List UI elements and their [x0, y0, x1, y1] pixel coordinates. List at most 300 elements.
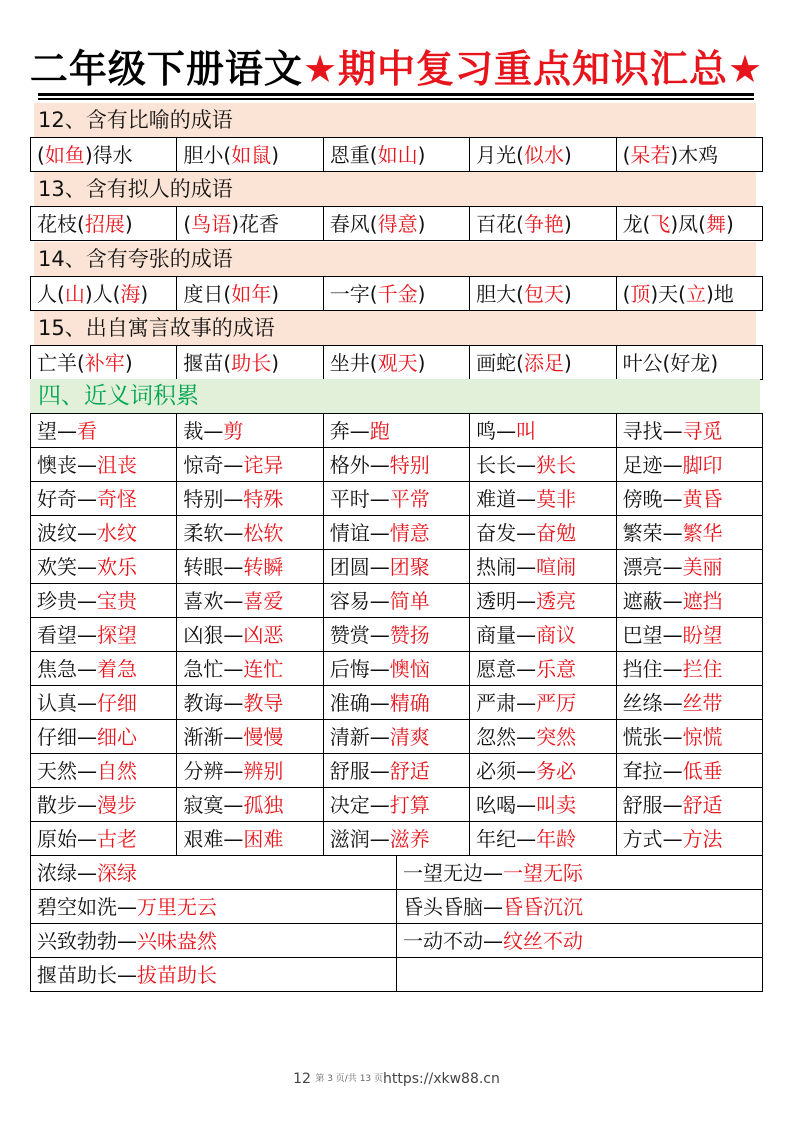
- synonym-cell: [177, 686, 323, 720]
- idiom-text: ): [271, 142, 280, 167]
- idiom-answer: 飞: [650, 211, 671, 236]
- idiom-text: ): [271, 281, 280, 306]
- synonym-answer: 诧异: [243, 452, 284, 477]
- synonym-dash: —: [223, 758, 244, 783]
- synonym-cell: [323, 686, 469, 720]
- synonym-answer: 宝贵: [97, 588, 137, 613]
- synonym-word: 分辨: [183, 758, 224, 783]
- idiom-text: (: [183, 211, 192, 236]
- synonym-word: 波纹: [37, 520, 77, 545]
- synonym-answer: 美丽: [682, 554, 723, 579]
- synonym-answer: 团聚: [389, 554, 430, 579]
- idiom-cell: [31, 346, 177, 380]
- synonym-answer: 细心: [97, 724, 137, 749]
- idiom-answer: 助长: [231, 350, 272, 375]
- synonym-word: 鸣: [476, 418, 497, 443]
- synonym-word: 后悔: [329, 656, 370, 681]
- synonym-wide-cell: [31, 958, 397, 992]
- idiom-text: ): [140, 281, 149, 306]
- idiom-text: )木鸡: [670, 142, 719, 167]
- idiom-text: 一字(: [329, 281, 378, 306]
- idiom-text: 胆大(: [476, 281, 524, 306]
- idiom-text: 龙(: [622, 211, 651, 236]
- synonym-word: 透明: [476, 588, 517, 613]
- synonym-dash: —: [77, 554, 97, 579]
- synonym-answer: 自然: [97, 758, 137, 783]
- idiom-answer: 包天: [523, 281, 564, 306]
- synonym-word: 兴致勃勃: [37, 928, 117, 953]
- idiom-text: 坐井(: [329, 350, 378, 375]
- synonym-answer: 古老: [97, 826, 137, 851]
- synonym-cell: [177, 754, 323, 788]
- title-highlight: ★期中复习重点知识汇总★: [302, 47, 764, 91]
- synonym-cell: [470, 720, 616, 754]
- synonym-dash: —: [223, 690, 244, 715]
- synonym-dash: —: [662, 554, 683, 579]
- synonym-dash: —: [223, 622, 244, 647]
- idiom-section-heading: 13、含有拟人的成语: [34, 172, 756, 206]
- synonym-dash: —: [369, 588, 390, 613]
- synonym-answer: 打算: [389, 792, 430, 817]
- synonym-dash: —: [483, 894, 503, 919]
- synonym-dash: —: [516, 452, 537, 477]
- idiom-text: 恩重(: [329, 142, 378, 167]
- idiom-cell: [616, 207, 762, 241]
- synonym-cell: [470, 516, 616, 550]
- synonym-word: 惊奇: [183, 452, 224, 477]
- synonym-dash: —: [223, 520, 244, 545]
- synonym-word: 凶狠: [183, 622, 224, 647]
- synonym-answer: 严厉: [536, 690, 577, 715]
- idiom-answer: 得意: [377, 211, 418, 236]
- synonym-answer: 舒适: [682, 792, 723, 817]
- synonym-answer: 滋养: [389, 826, 430, 851]
- synonym-cell: [616, 584, 762, 618]
- synonym-word: 平时: [329, 486, 370, 511]
- synonym-dash: —: [223, 792, 244, 817]
- synonym-word: 格外: [329, 452, 370, 477]
- synonym-dash: —: [516, 826, 537, 851]
- idiom-text: 度日(: [183, 281, 232, 306]
- synonym-cell: [177, 652, 323, 686]
- synonym-word: 繁荣: [622, 520, 663, 545]
- synonym-word: 挡住: [622, 656, 663, 681]
- synonym-word: 喜欢: [183, 588, 224, 613]
- synonym-wide-row: [31, 890, 763, 924]
- synonym-answer: 水纹: [97, 520, 137, 545]
- synonym-dash: —: [223, 724, 244, 749]
- idiom-table: [30, 206, 763, 241]
- idiom-text: ): [417, 142, 426, 167]
- synonym-wide-row: [31, 958, 763, 992]
- synonym-wide-cell: [31, 924, 397, 958]
- idiom-answer: 山: [64, 281, 85, 306]
- synonym-answer: 松软: [243, 520, 284, 545]
- synonym-wide-row: [31, 856, 763, 890]
- synonym-dash: —: [516, 554, 537, 579]
- synonym-word: 难道: [476, 486, 517, 511]
- synonym-answer: 凶恶: [243, 622, 284, 647]
- synonym-cell: [470, 754, 616, 788]
- synonym-dash: —: [203, 418, 224, 443]
- idiom-answer: 如鱼: [44, 142, 85, 167]
- synonym-cell: [616, 686, 762, 720]
- idiom-answer: 鸟语: [191, 211, 232, 236]
- synonym-answer: 方法: [682, 826, 723, 851]
- synonym-answer: 叫: [516, 418, 537, 443]
- synonym-dash: —: [483, 928, 503, 953]
- synonym-answer: 孤独: [243, 792, 284, 817]
- idiom-text: 春风(: [329, 211, 378, 236]
- synonym-dash: —: [662, 452, 683, 477]
- synonym-cell: [470, 788, 616, 822]
- synonym-cell: [470, 822, 616, 856]
- synonym-dash: —: [516, 758, 537, 783]
- synonym-dash: —: [369, 724, 390, 749]
- synonym-cell: [616, 652, 762, 686]
- idiom-text: 揠苗(: [183, 350, 232, 375]
- synonym-cell: [323, 720, 469, 754]
- synonym-word: 慌张: [622, 724, 663, 749]
- synonym-dash: —: [223, 452, 244, 477]
- synonym-word: 舒服: [329, 758, 370, 783]
- synonym-answer: 莫非: [536, 486, 577, 511]
- synonym-answer: 喜爱: [243, 588, 284, 613]
- synonym-word: 奔: [329, 418, 350, 443]
- synonym-word: 傍晚: [622, 486, 663, 511]
- synonym-word: 昏头昏脑: [403, 894, 483, 919]
- synonym-answer: 纹丝不动: [503, 928, 583, 953]
- synonym-dash: —: [662, 758, 683, 783]
- synonym-dash: —: [77, 486, 97, 511]
- synonym-word: 懊丧: [37, 452, 77, 477]
- synonym-answer: 探望: [97, 622, 137, 647]
- synonym-answer: 剪: [223, 418, 244, 443]
- synonym-cell: [177, 720, 323, 754]
- idiom-answer: 招展: [84, 211, 125, 236]
- synonym-cell: [323, 618, 469, 652]
- synonym-cell: [470, 652, 616, 686]
- synonym-answer: 漫步: [97, 792, 137, 817]
- synonym-answer: 务必: [536, 758, 577, 783]
- synonym-cell: [616, 482, 762, 516]
- synonym-section-heading: 四、近义词积累: [30, 379, 760, 413]
- synonym-wide-cell: [397, 856, 763, 890]
- idiom-cell: [323, 346, 469, 380]
- synonym-cell: [470, 618, 616, 652]
- idiom-text: )凤(: [670, 211, 706, 236]
- synonym-cell: [616, 448, 762, 482]
- synonym-cell: [323, 754, 469, 788]
- synonym-dash: —: [77, 724, 97, 749]
- idiom-text: )人(: [84, 281, 121, 306]
- synonym-dash: —: [369, 656, 390, 681]
- synonym-cell: [177, 516, 323, 550]
- synonym-answer: 拦住: [682, 656, 723, 681]
- synonym-word: 原始: [37, 826, 77, 851]
- synonym-answer: 惊慌: [682, 724, 723, 749]
- idiom-section-heading: 12、含有比喻的成语: [34, 103, 756, 137]
- idiom-cell: [616, 138, 762, 172]
- synonym-answer: 深绿: [97, 860, 137, 885]
- synonym-dash: —: [662, 520, 683, 545]
- synonym-answer: 兴味盎然: [137, 928, 217, 953]
- synonym-wide-cell: [31, 890, 397, 924]
- synonym-row: [31, 720, 763, 754]
- synonym-word: 碧空如洗: [37, 894, 117, 919]
- idiom-text: ): [271, 350, 280, 375]
- idiom-cell: [616, 346, 762, 380]
- synonym-dash: —: [77, 452, 97, 477]
- idiom-answer: 补牢: [84, 350, 125, 375]
- synonym-answer: 乐意: [536, 656, 577, 681]
- synonym-cell: [323, 652, 469, 686]
- synonym-cell: [323, 516, 469, 550]
- synonym-cell: [616, 788, 762, 822]
- synonym-answer: 懊恼: [389, 656, 430, 681]
- synonym-cell: [470, 482, 616, 516]
- synonym-dash: —: [516, 520, 537, 545]
- synonym-cell: [323, 550, 469, 584]
- synonym-row: [31, 482, 763, 516]
- synonym-answer: 特殊: [243, 486, 284, 511]
- synonym-cell: [177, 618, 323, 652]
- synonym-word: 看望: [37, 622, 77, 647]
- synonym-word: 准确: [329, 690, 370, 715]
- synonym-cell: [177, 788, 323, 822]
- synonym-dash: —: [662, 792, 683, 817]
- synonym-dash: —: [516, 724, 537, 749]
- synonym-cell: [470, 550, 616, 584]
- synonym-answer: 奇怪: [97, 486, 137, 511]
- synonym-cell: [616, 550, 762, 584]
- synonym-cell: [31, 686, 177, 720]
- synonym-dash: —: [662, 656, 683, 681]
- idiom-cell: [177, 346, 323, 380]
- synonym-dash: —: [57, 418, 77, 443]
- synonym-word: 一动不动: [403, 928, 483, 953]
- synonym-cell: [31, 652, 177, 686]
- synonym-dash: —: [516, 792, 537, 817]
- synonym-dash: —: [369, 622, 390, 647]
- idiom-row: [31, 346, 763, 380]
- synonym-dash: —: [77, 860, 97, 885]
- idiom-row: [31, 277, 763, 311]
- synonym-word: 转眼: [183, 554, 224, 579]
- synonym-dash: —: [662, 724, 683, 749]
- synonym-dash: —: [77, 690, 97, 715]
- page-footer: [0, 1068, 793, 1090]
- synonym-answer: 黄昏: [682, 486, 723, 511]
- idiom-answer: 争艳: [523, 211, 564, 236]
- idiom-cell: [31, 138, 177, 172]
- synonym-word: 方式: [622, 826, 663, 851]
- synonym-answer: 透亮: [536, 588, 577, 613]
- idiom-text: ): [563, 281, 572, 306]
- footer-left-number: 12: [293, 1071, 316, 1087]
- synonym-row: [31, 652, 763, 686]
- synonym-answer: 盼望: [682, 622, 723, 647]
- synonym-word: 仔细: [37, 724, 77, 749]
- synonym-answer: 赞扬: [389, 622, 430, 647]
- synonym-answer: 狭长: [536, 452, 577, 477]
- footer-url: https://xkw88.cn: [383, 1071, 500, 1087]
- synonym-cell: [323, 584, 469, 618]
- synonym-cell: [177, 414, 323, 448]
- synonym-dash: —: [223, 486, 244, 511]
- synonym-word: 漂亮: [622, 554, 663, 579]
- idiom-cell: [470, 138, 616, 172]
- synonym-answer: 慢慢: [243, 724, 284, 749]
- synonym-wide-cell: [31, 856, 397, 890]
- idiom-text: ): [563, 350, 572, 375]
- synonym-word: 严肃: [476, 690, 517, 715]
- synonym-word: 散步: [37, 792, 77, 817]
- synonym-cell: [323, 822, 469, 856]
- synonym-answer: 辨别: [243, 758, 284, 783]
- idiom-text: )花香: [231, 211, 280, 236]
- synonym-word: 必须: [476, 758, 517, 783]
- synonym-word: 团圆: [329, 554, 370, 579]
- idiom-text: ): [124, 211, 133, 236]
- synonym-row: [31, 414, 763, 448]
- synonym-cell: [31, 584, 177, 618]
- idiom-cell: [31, 207, 177, 241]
- title-underline: [38, 93, 754, 96]
- synonym-cell: [470, 448, 616, 482]
- synonym-word: 特别: [183, 486, 224, 511]
- synonym-answer: 看: [77, 418, 97, 443]
- idiom-text: (: [622, 142, 631, 167]
- synonym-dash: —: [662, 418, 683, 443]
- idiom-table: [30, 345, 763, 380]
- synonym-dash: —: [223, 826, 244, 851]
- idiom-answer: 如山: [377, 142, 418, 167]
- synonym-word: 天然: [37, 758, 77, 783]
- synonym-word: 丝绦: [622, 690, 663, 715]
- synonym-cell: [616, 516, 762, 550]
- synonym-row: [31, 550, 763, 584]
- synonym-answer: 拔苗助长: [137, 962, 217, 987]
- synonym-dash: —: [349, 418, 370, 443]
- synonym-word: 教诲: [183, 690, 224, 715]
- synonym-cell: [616, 822, 762, 856]
- synonym-dash: —: [223, 588, 244, 613]
- synonym-word: 寻找: [622, 418, 663, 443]
- synonym-word: 艰难: [183, 826, 224, 851]
- idiom-text: ): [417, 350, 426, 375]
- idiom-answer: 添足: [523, 350, 564, 375]
- idiom-answer: 海: [120, 281, 141, 306]
- synonym-row: [31, 788, 763, 822]
- idiom-cell: [323, 277, 469, 311]
- idiom-text: 胆小(: [183, 142, 232, 167]
- synonym-dash: —: [516, 486, 537, 511]
- idiom-text: ): [725, 211, 734, 236]
- synonym-word: 一望无边: [403, 860, 483, 885]
- synonym-answer: 特别: [389, 452, 430, 477]
- synonym-dash: —: [223, 554, 244, 579]
- synonym-dash: —: [483, 860, 503, 885]
- synonym-dash: —: [77, 588, 97, 613]
- synonym-cell: [31, 448, 177, 482]
- idiom-text: ): [563, 211, 572, 236]
- synonym-wide-cell: [397, 958, 763, 992]
- synonym-cell: [470, 686, 616, 720]
- synonym-dash: —: [117, 962, 137, 987]
- idiom-text: ): [124, 350, 133, 375]
- synonym-word: 奋发: [476, 520, 517, 545]
- idiom-text: (: [37, 142, 45, 167]
- synonym-dash: —: [369, 826, 390, 851]
- synonym-cell: [31, 618, 177, 652]
- synonym-answer: 情意: [389, 520, 430, 545]
- synonym-word: 耷拉: [622, 758, 663, 783]
- idiom-row: [31, 207, 763, 241]
- synonym-word: 足迹: [622, 452, 663, 477]
- synonym-word: 认真: [37, 690, 77, 715]
- synonym-word: 巴望: [622, 622, 663, 647]
- idiom-answer: 顶: [630, 281, 651, 306]
- synonym-cell: [177, 448, 323, 482]
- synonym-cell: [323, 788, 469, 822]
- synonym-word: 珍贵: [37, 588, 77, 613]
- synonym-answer: 喧闹: [536, 554, 577, 579]
- synonym-dash: —: [369, 520, 390, 545]
- synonym-answer: 一望无际: [503, 860, 583, 885]
- synonym-answer: 舒适: [389, 758, 430, 783]
- idiom-answer: 观天: [377, 350, 418, 375]
- idiom-text: 月光(: [476, 142, 524, 167]
- synonym-word: 裁: [183, 418, 204, 443]
- idiom-section-heading: 15、出自寓言故事的成语: [34, 311, 756, 345]
- synonym-cell: [323, 482, 469, 516]
- synonym-cell: [31, 754, 177, 788]
- synonym-cell: [31, 550, 177, 584]
- synonym-row: [31, 754, 763, 788]
- synonym-row: [31, 584, 763, 618]
- synonym-dash: —: [516, 622, 537, 647]
- synonym-answer: 叫卖: [536, 792, 577, 817]
- synonym-answer: 商议: [536, 622, 577, 647]
- synonym-dash: —: [662, 486, 683, 511]
- idiom-answer: 似水: [523, 142, 564, 167]
- idiom-text: 百花(: [476, 211, 524, 236]
- synonym-word: 决定: [329, 792, 370, 817]
- idiom-text: 人(: [37, 281, 65, 306]
- synonym-word: 滋润: [329, 826, 370, 851]
- synonym-answer: 连忙: [243, 656, 284, 681]
- idiom-text: ): [417, 211, 426, 236]
- title-underline-second: [38, 98, 754, 100]
- footer-page-number: 第 3 页/共 13 页: [315, 1074, 384, 1084]
- synonym-answer: 丝带: [682, 690, 723, 715]
- idiom-answer: 舞: [705, 211, 726, 236]
- idiom-table: [30, 276, 763, 311]
- synonym-word: 欢笑: [37, 554, 77, 579]
- synonym-dash: —: [516, 588, 537, 613]
- synonym-cell: [31, 516, 177, 550]
- synonym-cell: [616, 754, 762, 788]
- idiom-text: (: [622, 281, 631, 306]
- idiom-cell: [470, 346, 616, 380]
- synonym-word: 愿意: [476, 656, 517, 681]
- synonym-answer: 精确: [389, 690, 430, 715]
- synonym-cell: [177, 550, 323, 584]
- synonym-dash: —: [662, 826, 683, 851]
- synonym-dash: —: [77, 826, 97, 851]
- synonym-word: 渐渐: [183, 724, 224, 749]
